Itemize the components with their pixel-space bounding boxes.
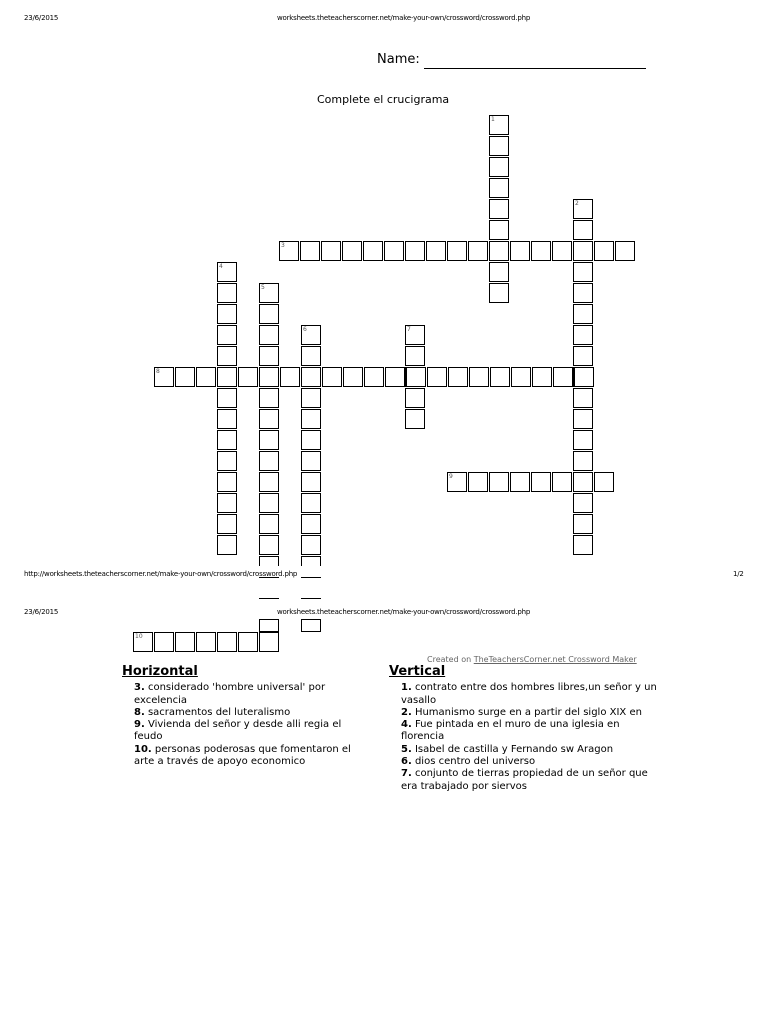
grid-cell[interactable] xyxy=(427,367,447,387)
name-line xyxy=(424,68,646,69)
grid-cell[interactable] xyxy=(301,535,321,555)
grid-cell[interactable] xyxy=(217,346,237,366)
clue-h9: 9. Vivienda del señor y desde alli regia el feudo xyxy=(134,719,342,743)
grid-cell[interactable] xyxy=(259,632,279,652)
grid-cell[interactable] xyxy=(217,367,237,387)
grid-cell[interactable] xyxy=(489,178,509,198)
grid-cell[interactable] xyxy=(217,472,237,492)
grid-cell[interactable] xyxy=(573,472,593,492)
grid-cell[interactable] xyxy=(552,241,572,261)
grid-cell[interactable] xyxy=(489,199,509,219)
grid-cell[interactable] xyxy=(573,409,593,429)
grid-cell[interactable] xyxy=(573,430,593,450)
grid-cell[interactable] xyxy=(448,367,468,387)
grid-cell[interactable] xyxy=(259,556,279,566)
grid-cell[interactable] xyxy=(259,598,279,599)
grid-cell[interactable] xyxy=(342,241,362,261)
grid-cell[interactable] xyxy=(573,283,593,303)
grid-cell[interactable] xyxy=(426,241,446,261)
grid-cell[interactable] xyxy=(217,451,237,471)
grid-cell[interactable] xyxy=(217,493,237,513)
grid-cell[interactable] xyxy=(405,241,425,261)
grid-cell[interactable] xyxy=(301,514,321,534)
grid-cell[interactable] xyxy=(552,472,572,492)
grid-cell[interactable] xyxy=(154,632,174,652)
print-date-page2: 23/6/2015 xyxy=(24,608,59,616)
grid-cell[interactable] xyxy=(573,304,593,324)
vertical-title: Vertical xyxy=(389,664,446,679)
grid-cell[interactable] xyxy=(259,325,279,345)
grid-cell[interactable] xyxy=(301,493,321,513)
grid-cell[interactable] xyxy=(343,367,363,387)
grid-cell[interactable] xyxy=(468,241,488,261)
clue-number-8: 8 xyxy=(156,368,160,375)
print-url-title: worksheets.theteacherscorner.net/make-your-own/crossword/crossword.php xyxy=(277,14,531,22)
clue-number-3: 3 xyxy=(281,242,285,249)
grid-cell[interactable] xyxy=(364,367,384,387)
grid-cell[interactable] xyxy=(196,367,216,387)
grid-cell[interactable] xyxy=(280,367,300,387)
grid-cell[interactable] xyxy=(217,535,237,555)
grid-cell-continued[interactable] xyxy=(301,620,321,632)
created-prefix: Created on xyxy=(427,655,474,664)
grid-cell[interactable] xyxy=(573,220,593,240)
grid-cell[interactable] xyxy=(573,262,593,282)
clue-h10: 10. personas poderosas que fomentaron el arte a través de apoyo economico xyxy=(134,743,351,768)
grid-cell[interactable] xyxy=(322,367,342,387)
grid-cell[interactable] xyxy=(489,220,509,240)
grid-cell[interactable] xyxy=(531,241,551,261)
grid-cell[interactable] xyxy=(301,556,321,566)
clue-number-4: 4 xyxy=(219,263,223,270)
grid-cell[interactable] xyxy=(574,367,594,387)
grid-cell[interactable] xyxy=(238,367,258,387)
grid-cell[interactable] xyxy=(217,632,237,652)
grid-cell[interactable] xyxy=(217,409,237,429)
grid-cell[interactable] xyxy=(259,514,279,534)
grid-cell[interactable] xyxy=(532,367,552,387)
clue-v1: 1. contrato entre dos hombres libres,un señor y un vasallo xyxy=(401,682,657,706)
clue-v5: 5. Isabel de castilla y Fernando sw Aragon xyxy=(401,743,614,755)
grid-cell[interactable] xyxy=(217,430,237,450)
print-url-title-page2: worksheets.theteacherscorner.net/make-your-own/crossword/crossword.php xyxy=(277,608,531,616)
grid-cell[interactable] xyxy=(259,388,279,408)
grid-cell[interactable] xyxy=(447,241,467,261)
grid-cell[interactable] xyxy=(259,493,279,513)
grid-cell[interactable] xyxy=(510,241,530,261)
vertical-clues xyxy=(389,666,657,793)
grid-cell[interactable] xyxy=(594,472,614,492)
grid-cell[interactable] xyxy=(301,409,321,429)
grid-cell[interactable] xyxy=(301,388,321,408)
grid-cell[interactable] xyxy=(573,241,593,261)
grid-cell[interactable] xyxy=(301,367,321,387)
grid-cell[interactable] xyxy=(385,367,405,387)
grid-cell[interactable] xyxy=(531,472,551,492)
clue-number-9: 9 xyxy=(449,473,453,480)
grid-cell[interactable] xyxy=(259,409,279,429)
clue-number-6: 6 xyxy=(303,326,307,333)
grid-cell[interactable] xyxy=(384,241,404,261)
grid-cell[interactable] xyxy=(175,367,195,387)
grid-cell[interactable] xyxy=(259,535,279,555)
grid-cell[interactable] xyxy=(196,632,216,652)
grid-cell[interactable] xyxy=(363,241,383,261)
grid-cell[interactable] xyxy=(489,472,509,492)
clue-h8: 8. sacramentos del luteralismo xyxy=(134,706,291,718)
print-date: 23/6/2015 xyxy=(24,14,59,22)
grid-cell[interactable] xyxy=(217,325,237,345)
page-number: 1/2 xyxy=(733,570,744,578)
grid-cell[interactable] xyxy=(405,346,425,366)
clue-number-7: 7 xyxy=(407,326,411,333)
grid-cell[interactable] xyxy=(259,472,279,492)
grid-cell[interactable] xyxy=(217,514,237,534)
grid-cell[interactable] xyxy=(573,346,593,366)
grid-cell[interactable] xyxy=(615,241,635,261)
grid-cell[interactable] xyxy=(573,535,593,555)
horizontal-clues xyxy=(122,666,367,768)
grid-cell[interactable] xyxy=(301,472,321,492)
grid-cell[interactable] xyxy=(489,283,509,303)
created-credit xyxy=(427,655,637,664)
grid-cell[interactable] xyxy=(301,598,321,599)
grid-cell[interactable] xyxy=(468,472,488,492)
clue-v2: 2. Humanismo surge en a partir del siglo XIX en xyxy=(401,706,642,718)
grid-cell[interactable] xyxy=(175,632,195,652)
clue-v4: 4. Fue pintada en el muro de una iglesia en florencia xyxy=(401,719,620,743)
grid-cell[interactable] xyxy=(259,451,279,471)
grid-cell[interactable] xyxy=(217,388,237,408)
grid-cell[interactable] xyxy=(405,409,425,429)
clue-number-5: 5 xyxy=(261,284,265,291)
grid-cell[interactable] xyxy=(301,430,321,450)
grid-cell[interactable] xyxy=(511,367,531,387)
grid-cell[interactable] xyxy=(217,283,237,303)
grid-cell[interactable] xyxy=(301,451,321,471)
grid-cell[interactable] xyxy=(573,514,593,534)
grid-cell[interactable] xyxy=(405,388,425,408)
name-label: Name: xyxy=(377,52,420,67)
grid-cell[interactable] xyxy=(573,388,593,408)
instruction: Complete el crucigrama xyxy=(317,93,450,106)
grid-cell[interactable] xyxy=(238,632,258,652)
grid-cell[interactable] xyxy=(489,136,509,156)
grid-cell[interactable] xyxy=(259,346,279,366)
grid-cell[interactable] xyxy=(489,157,509,177)
grid-cell[interactable] xyxy=(573,325,593,345)
grid-cell[interactable] xyxy=(301,346,321,366)
grid-cell[interactable] xyxy=(259,304,279,324)
grid-cell[interactable] xyxy=(489,262,509,282)
grid-cell[interactable] xyxy=(301,577,321,578)
grid-cell[interactable] xyxy=(510,472,530,492)
created-link[interactable]: TheTeachersCorner.net Crossword Maker xyxy=(473,655,637,664)
grid-cell[interactable] xyxy=(406,367,426,387)
grid-cell[interactable] xyxy=(217,304,237,324)
grid-cell[interactable] xyxy=(573,451,593,471)
clue-number-1: 1 xyxy=(491,116,495,123)
clue-v7: 7. conjunto de tierras propiedad de un señor que era trabajado por siervos xyxy=(401,768,648,792)
grid-cell[interactable] xyxy=(300,241,320,261)
clue-number-2: 2 xyxy=(575,200,579,207)
clue-v6: 6. dios centro del universo xyxy=(401,756,536,768)
clue-number-10: 10 xyxy=(135,633,143,640)
grid-cell[interactable] xyxy=(259,430,279,450)
horizontal-title: Horizontal xyxy=(122,664,198,679)
grid-cell[interactable] xyxy=(469,367,489,387)
grid-cell[interactable] xyxy=(553,367,573,387)
footer-url: http://worksheets.theteacherscorner.net/make-your-own/crossword/crossword.php xyxy=(24,570,298,578)
grid-cell[interactable] xyxy=(594,241,614,261)
grid-cell[interactable] xyxy=(321,241,341,261)
grid-cell[interactable] xyxy=(489,241,509,261)
grid-cell[interactable] xyxy=(490,367,510,387)
grid-cell[interactable] xyxy=(259,367,279,387)
clue-h3: 3. considerado 'hombre universal' por excelencia xyxy=(134,682,326,706)
grid-cell-continued[interactable] xyxy=(259,620,279,632)
grid-cell[interactable] xyxy=(573,493,593,513)
